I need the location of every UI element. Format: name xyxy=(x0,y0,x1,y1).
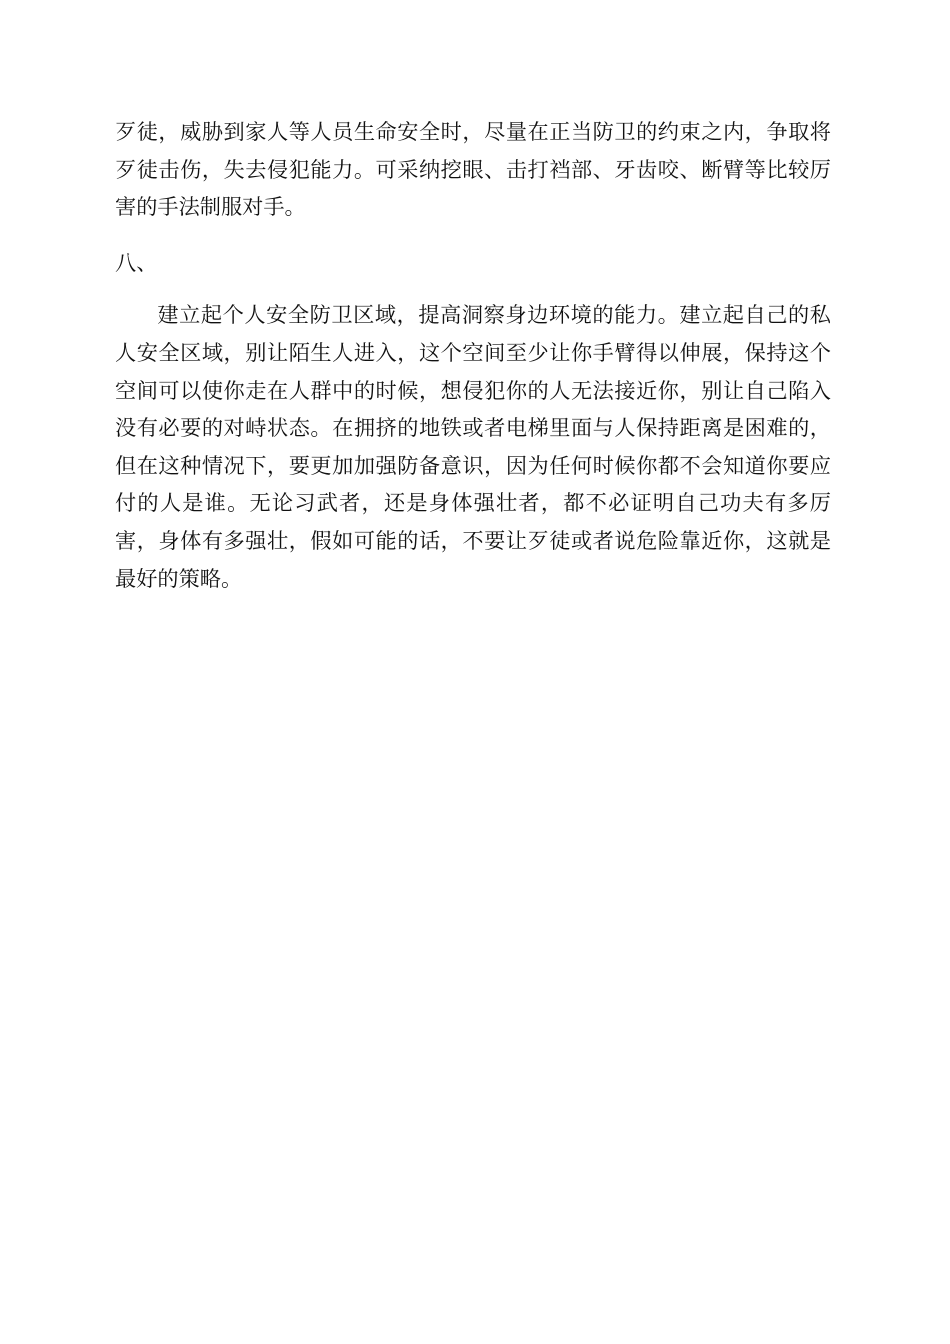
document-body xyxy=(115,113,831,597)
paragraph-continuation: 歹徒，威胁到家人等人员生命安全时，尽量在正当防卫的约束之内，争取将歹徒击伤，失去侵犯能力。可采纳挖眼、击打裆部、牙齿咬、断臂等比较厉害的手法制服对手。 xyxy=(115,119,831,220)
section-heading: 八、 xyxy=(115,249,158,275)
paragraph-personal-safety-zone: 建立起个人安全防卫区域，提高洞察身边环境的能力。建立起自己的私人安全区域，别让陌生人进入，这个空间至少让你手臂得以伸展，保持这个空间可以使你走在人群中的时候，想侵犯你的人无法接近你，别让自己陷入没有必要的对峙状态。在拥挤的地铁或者电梯里面与人保持距离是困难的，但在这种情况下，要更加加强防备意识，因为任何时候你都不会知道你要应付的人是谁。无论习武者，还是身体强壮者，都不必证明自己功夫有多厉害，身体有多强壮，假如可能的话，不要让歹徒或者说危险靠近你，这就是最好的策略。 xyxy=(115,302,831,591)
